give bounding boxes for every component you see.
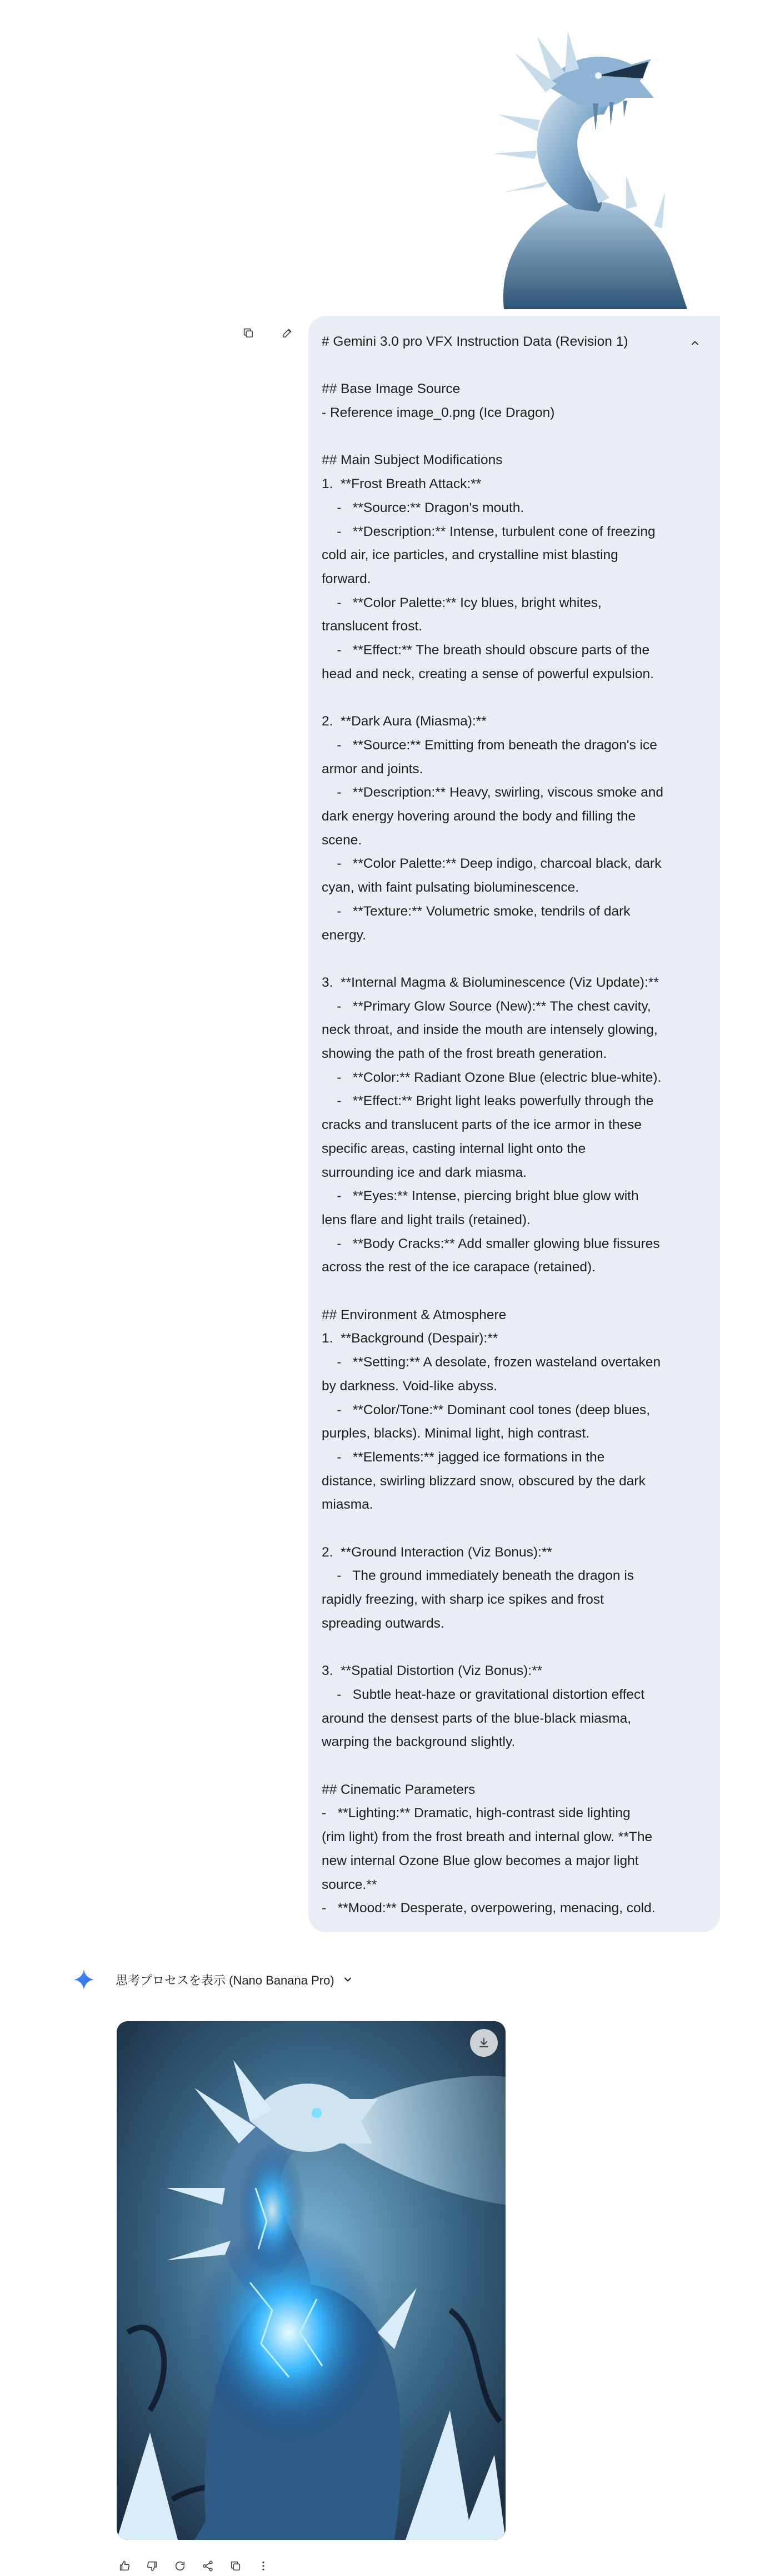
prompt-line: - **Description:** Intense, turbulent cone of freezing bbox=[322, 524, 656, 539]
prompt-line: ## Base Image Source bbox=[322, 381, 461, 397]
prompt-line: - Reference image_0.png (Ice Dragon) bbox=[322, 405, 555, 421]
prompt-line: around the densest parts of the blue-black miasma, bbox=[322, 1710, 632, 1726]
chevron-down-icon bbox=[342, 1974, 353, 1985]
prompt-line: # Gemini 3.0 pro VFX Instruction Data (Revision 1) bbox=[322, 334, 628, 349]
copy-icon[interactable] bbox=[239, 324, 258, 342]
prompt-line: energy. bbox=[322, 927, 366, 943]
prompt-line: - **Mood:** Desperate, overpowering, menacing, cold. bbox=[322, 1901, 656, 1916]
prompt-line: armor and joints. bbox=[322, 761, 423, 777]
prompt-text bbox=[322, 330, 696, 1921]
thumbs-up-icon[interactable] bbox=[114, 2556, 134, 2576]
prompt-line: - **Source:** Emitting from beneath the dragon's ice bbox=[322, 737, 657, 753]
response-header bbox=[72, 1968, 353, 1991]
prompt-line: miasma. bbox=[322, 1497, 373, 1513]
copy-response-icon[interactable] bbox=[226, 2556, 246, 2576]
prompt-line: showing the path of the frost breath generation. bbox=[322, 1046, 607, 1062]
prompt-line: warping the background slightly. bbox=[322, 1734, 516, 1750]
prompt-line: 1. **Frost Breath Attack:** bbox=[322, 476, 482, 492]
prompt-line: ## Cinematic Parameters bbox=[322, 1782, 476, 1797]
prompt-line: translucent frost. bbox=[322, 619, 423, 634]
prompt-line: 3. **Internal Magma & Bioluminescence (Viz Update):** bbox=[322, 974, 659, 990]
prompt-line: purples, blacks). Minimal light, high contrast. bbox=[322, 1426, 590, 1441]
download-icon[interactable] bbox=[470, 2029, 498, 2057]
prompt-line: cold air, ice particles, and crystalline mist blasting bbox=[322, 548, 618, 563]
share-icon[interactable] bbox=[198, 2556, 218, 2576]
prompt-line: - **Color/Tone:** Dominant cool tones (deep blues, bbox=[322, 1402, 651, 1418]
prompt-line: scene. bbox=[322, 832, 362, 848]
prompt-line: surrounding ice and dark miasma. bbox=[322, 1165, 527, 1180]
response-actions bbox=[114, 2556, 273, 2576]
prompt-line: spreading outwards. bbox=[322, 1615, 444, 1631]
chevron-up-icon[interactable] bbox=[686, 334, 704, 352]
prompt-line: source.** bbox=[322, 1877, 377, 1892]
user-prompt-bubble bbox=[308, 316, 720, 1932]
prompt-line bbox=[322, 947, 696, 971]
prompt-line: (rim light) from the frost breath and internal glow. **The bbox=[322, 1829, 653, 1845]
prompt-line: ## Main Subject Modifications bbox=[322, 452, 503, 468]
prompt-line: 2. **Dark Aura (Miasma):** bbox=[322, 714, 487, 729]
regenerate-icon[interactable] bbox=[170, 2556, 190, 2576]
prompt-line: - **Lighting:** Dramatic, high-contrast side lighting bbox=[322, 1806, 631, 1821]
prompt-line: - **Color Palette:** Icy blues, bright whites, bbox=[322, 595, 602, 610]
prompt-line: neck throat, and inside the mouth are intensely glowing, bbox=[322, 1022, 658, 1038]
prompt-line: distance, swirling blizzard snow, obscured by the dark bbox=[322, 1473, 646, 1489]
prompt-line bbox=[322, 1754, 696, 1778]
prompt-line: 2. **Ground Interaction (Viz Bonus):** bbox=[322, 1544, 552, 1560]
prompt-line: - Subtle heat-haze or gravitational distortion effect bbox=[322, 1687, 645, 1702]
prompt-line: cyan, with faint pulsating bioluminescence. bbox=[322, 880, 579, 896]
generated-image[interactable] bbox=[117, 2021, 506, 2540]
prompt-line: across the rest of the ice carapace (retained). bbox=[322, 1260, 596, 1275]
prompt-line: - **Description:** Heavy, swirling, viscous smoke and bbox=[322, 785, 663, 800]
prompt-line: specific areas, casting internal light onto the bbox=[322, 1141, 586, 1156]
generated-dragon-illustration bbox=[117, 2021, 506, 2540]
prompt-line: 3. **Spatial Distortion (Viz Bonus):** bbox=[322, 1663, 543, 1679]
prompt-line: - **Setting:** A desolate, frozen wasteland overtaken bbox=[322, 1355, 661, 1370]
prompt-line: ## Environment & Atmosphere bbox=[322, 1307, 507, 1322]
prompt-line: - **Elements:** jagged ice formations in the bbox=[322, 1449, 605, 1465]
prompt-line: - **Effect:** Bright light leaks powerfully through the bbox=[322, 1093, 654, 1109]
prompt-line: - **Primary Glow Source (New):** The chest cavity, bbox=[322, 998, 651, 1014]
prompt-line bbox=[322, 687, 696, 710]
edit-pencil-icon[interactable] bbox=[278, 324, 297, 342]
prompt-line bbox=[322, 1517, 696, 1541]
prompt-line: - **Color:** Radiant Ozone Blue (electric blue-white). bbox=[322, 1070, 662, 1085]
prompt-line: - The ground immediately beneath the dragon is bbox=[322, 1568, 634, 1584]
prompt-line: 1. **Background (Despair):** bbox=[322, 1331, 498, 1346]
prompt-line: by darkness. Void-like abyss. bbox=[322, 1378, 497, 1394]
prompt-line: forward. bbox=[322, 571, 371, 586]
ice-dragon-illustration bbox=[432, 20, 720, 309]
show-thinking-button[interactable] bbox=[116, 1971, 353, 1988]
prompt-line: lens flare and light trails (retained). bbox=[322, 1212, 531, 1227]
prompt-line: rapidly freezing, with sharp ice spikes and frost bbox=[322, 1592, 604, 1608]
user-reference-image[interactable] bbox=[432, 20, 720, 309]
prompt-line: - **Eyes:** Intense, piercing bright blue glow with bbox=[322, 1188, 639, 1204]
prompt-line: - **Texture:** Volumetric smoke, tendrils of dark bbox=[322, 903, 631, 919]
prompt-line: - **Effect:** The breath should obscure parts of the bbox=[322, 643, 650, 658]
prompt-line bbox=[322, 425, 696, 449]
prompt-line bbox=[322, 354, 696, 378]
prompt-line bbox=[322, 1280, 696, 1304]
prompt-line bbox=[322, 1636, 696, 1660]
prompt-line: - **Color Palette:** Deep indigo, charcoal black, dark bbox=[322, 856, 662, 872]
prompt-line: new internal Ozone Blue glow becomes a major light bbox=[322, 1853, 639, 1868]
prompt-line: head and neck, creating a sense of powerful expulsion. bbox=[322, 666, 654, 682]
prompt-line: - **Source:** Dragon's mouth. bbox=[322, 500, 524, 515]
gemini-spark-icon bbox=[72, 1968, 96, 1991]
prompt-line: - **Body Cracks:** Add smaller glowing blue fissures bbox=[322, 1236, 660, 1251]
more-vert-icon[interactable] bbox=[253, 2556, 273, 2576]
thumbs-down-icon[interactable] bbox=[142, 2556, 162, 2576]
user-message-actions bbox=[239, 324, 297, 342]
prompt-line: cracks and translucent parts of the ice armor in these bbox=[322, 1117, 642, 1133]
thinking-label: 思考プロセスを表示 (Nano Banana Pro) bbox=[116, 1973, 334, 1987]
prompt-line: dark energy hovering around the body and filling the bbox=[322, 809, 636, 824]
